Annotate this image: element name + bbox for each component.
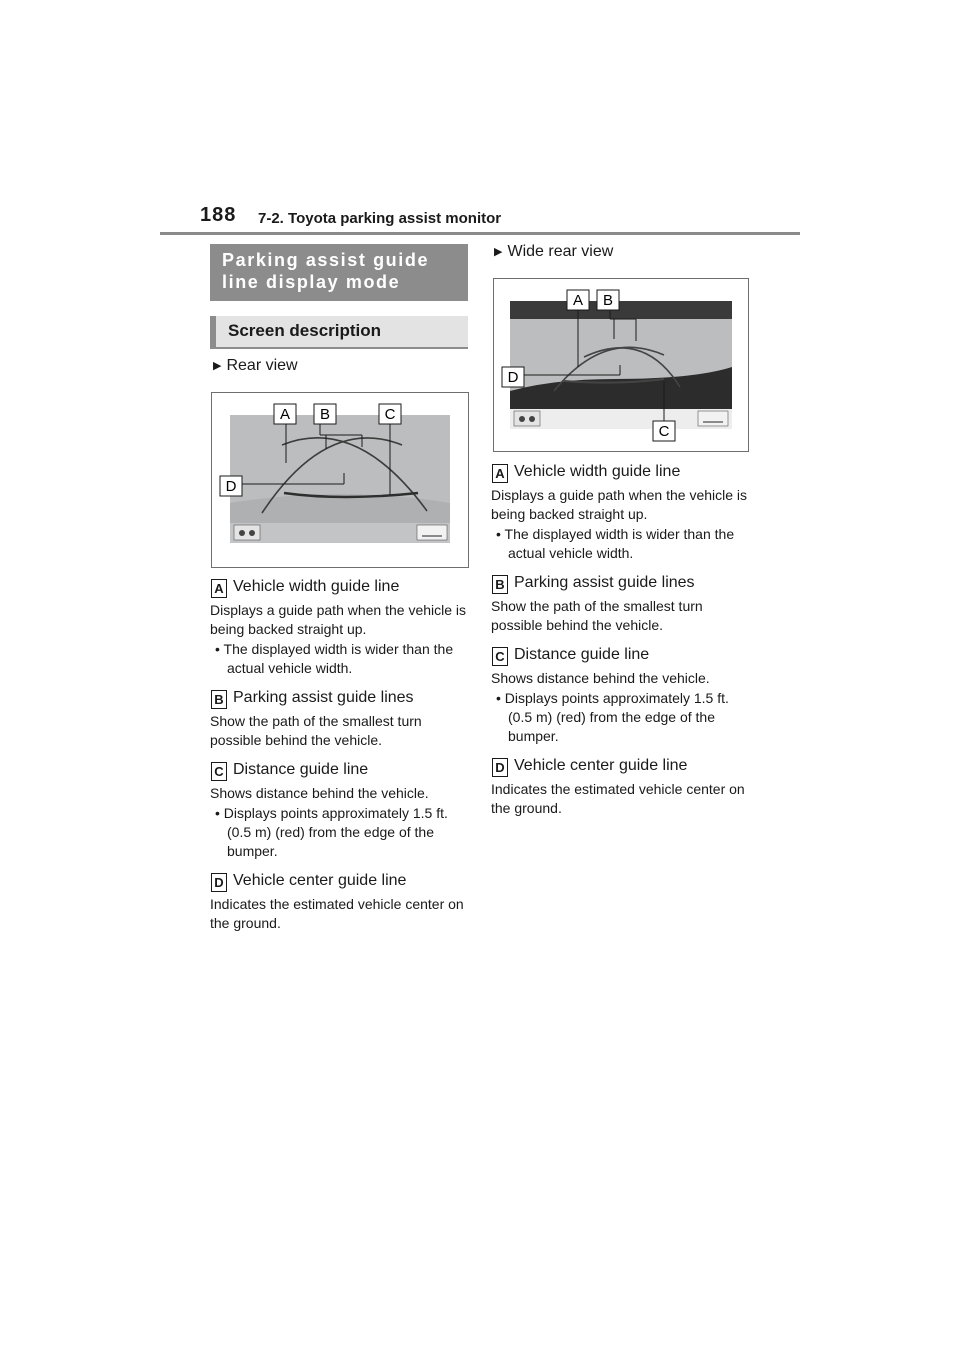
wide-item-c-letter: C	[492, 647, 508, 666]
wide-view-heading	[494, 243, 613, 261]
wide-item-a-title: Vehicle width guide line	[514, 463, 681, 480]
rear-item-b-title: Parking assist guide lines	[233, 689, 414, 706]
wide-item-c-bullet: • Displays points approximately 1.5 ft. (0.5 m) (red) from the edge of the bumper.	[496, 690, 729, 744]
page-title-line2: line display mode	[222, 272, 401, 292]
wide-item-c-heading	[492, 645, 649, 666]
wide-item-c-title: Distance guide line	[514, 646, 650, 663]
header-rule	[160, 232, 800, 235]
rear-item-a-heading	[211, 577, 399, 598]
rear-item-c-letter: C	[211, 762, 227, 781]
rear-item-c-title: Distance guide line	[233, 761, 369, 778]
rear-item-b-text: Show the path of the smallest turn possible behind the vehicle.	[210, 713, 422, 748]
mode-button-icon	[417, 525, 447, 540]
wide-item-b-heading	[492, 573, 695, 594]
wide-item-d-letter: D	[492, 758, 508, 777]
rear-view-heading-text: Rear view	[226, 357, 298, 374]
camera-switch-icon-dot2	[249, 530, 255, 536]
wide-view-screen-diagram	[494, 279, 748, 451]
section-title: 7-2. Toyota parking assist monitor	[258, 210, 502, 227]
camera-switch-icon-dot1	[519, 416, 525, 422]
wide-item-b-text: Show the path of the smallest turn possible behind the vehicle.	[491, 598, 703, 633]
wide-view-figure	[493, 278, 749, 452]
wide-label-c: C	[658, 423, 670, 440]
wide-label-d: D	[507, 369, 519, 386]
rear-item-d-letter: D	[211, 873, 227, 892]
wide-item-b-title: Parking assist guide lines	[514, 574, 695, 591]
rear-item-c-bullet: • Displays points approximately 1.5 ft. (0.5 m) (red) from the edge of the bumper.	[215, 805, 448, 859]
wide-item-d-text: Indicates the estimated vehicle center on the ground.	[491, 781, 745, 816]
rear-item-c-heading	[211, 760, 368, 781]
rear-item-d-title: Vehicle center guide line	[233, 872, 407, 889]
camera-switch-icon	[514, 411, 540, 426]
rear-view-figure	[211, 392, 469, 568]
rear-item-d-heading	[211, 871, 406, 892]
page-title-line1: Parking assist guide	[222, 250, 430, 270]
wide-view-heading-text: Wide rear view	[507, 243, 614, 260]
rear-item-d-text: Indicates the estimated vehicle center on the ground.	[210, 896, 464, 931]
rear-view-heading	[213, 357, 298, 375]
rear-view-screen-diagram	[212, 393, 468, 567]
triangle-bullet-icon: ▶	[213, 360, 222, 372]
wide-item-b-letter: B	[492, 575, 508, 594]
rear-label-d: D	[225, 478, 237, 495]
rear-label-c: C	[384, 406, 396, 423]
wide-item-c-text: Shows distance behind the vehicle.	[491, 670, 710, 686]
rear-item-a-text: Displays a guide path when the vehicle is being backed straight up.	[210, 602, 467, 637]
wide-item-a-bullet: • The displayed width is wider than the actual vehicle width.	[496, 526, 735, 561]
wide-item-d-heading	[492, 756, 687, 777]
wide-item-d-title: Vehicle center guide line	[514, 757, 688, 774]
wide-label-a: A	[572, 292, 584, 309]
mode-button-icon	[698, 411, 728, 426]
wide-item-a-heading	[492, 462, 680, 483]
camera-switch-icon-dot1	[239, 530, 245, 536]
camera-switch-icon-dot2	[529, 416, 535, 422]
rear-item-a-title: Vehicle width guide line	[233, 578, 400, 595]
rear-item-b-heading	[211, 688, 414, 709]
rear-item-c-text: Shows distance behind the vehicle.	[210, 785, 429, 801]
page-title	[210, 244, 468, 301]
rear-label-a: A	[279, 406, 291, 423]
subsection-title: Screen description	[210, 316, 468, 349]
rear-item-a-letter: A	[211, 579, 227, 598]
camera-switch-icon	[234, 525, 260, 540]
rear-item-b-letter: B	[211, 690, 227, 709]
triangle-bullet-icon: ▶	[494, 246, 503, 258]
wide-label-b: B	[602, 292, 614, 309]
rear-label-b: B	[319, 406, 331, 423]
page-number: 188	[200, 204, 237, 226]
wide-item-a-text: Displays a guide path when the vehicle is being backed straight up.	[491, 487, 748, 522]
wide-item-a-letter: A	[492, 464, 508, 483]
rear-item-a-bullet: • The displayed width is wider than the actual vehicle width.	[215, 641, 454, 676]
